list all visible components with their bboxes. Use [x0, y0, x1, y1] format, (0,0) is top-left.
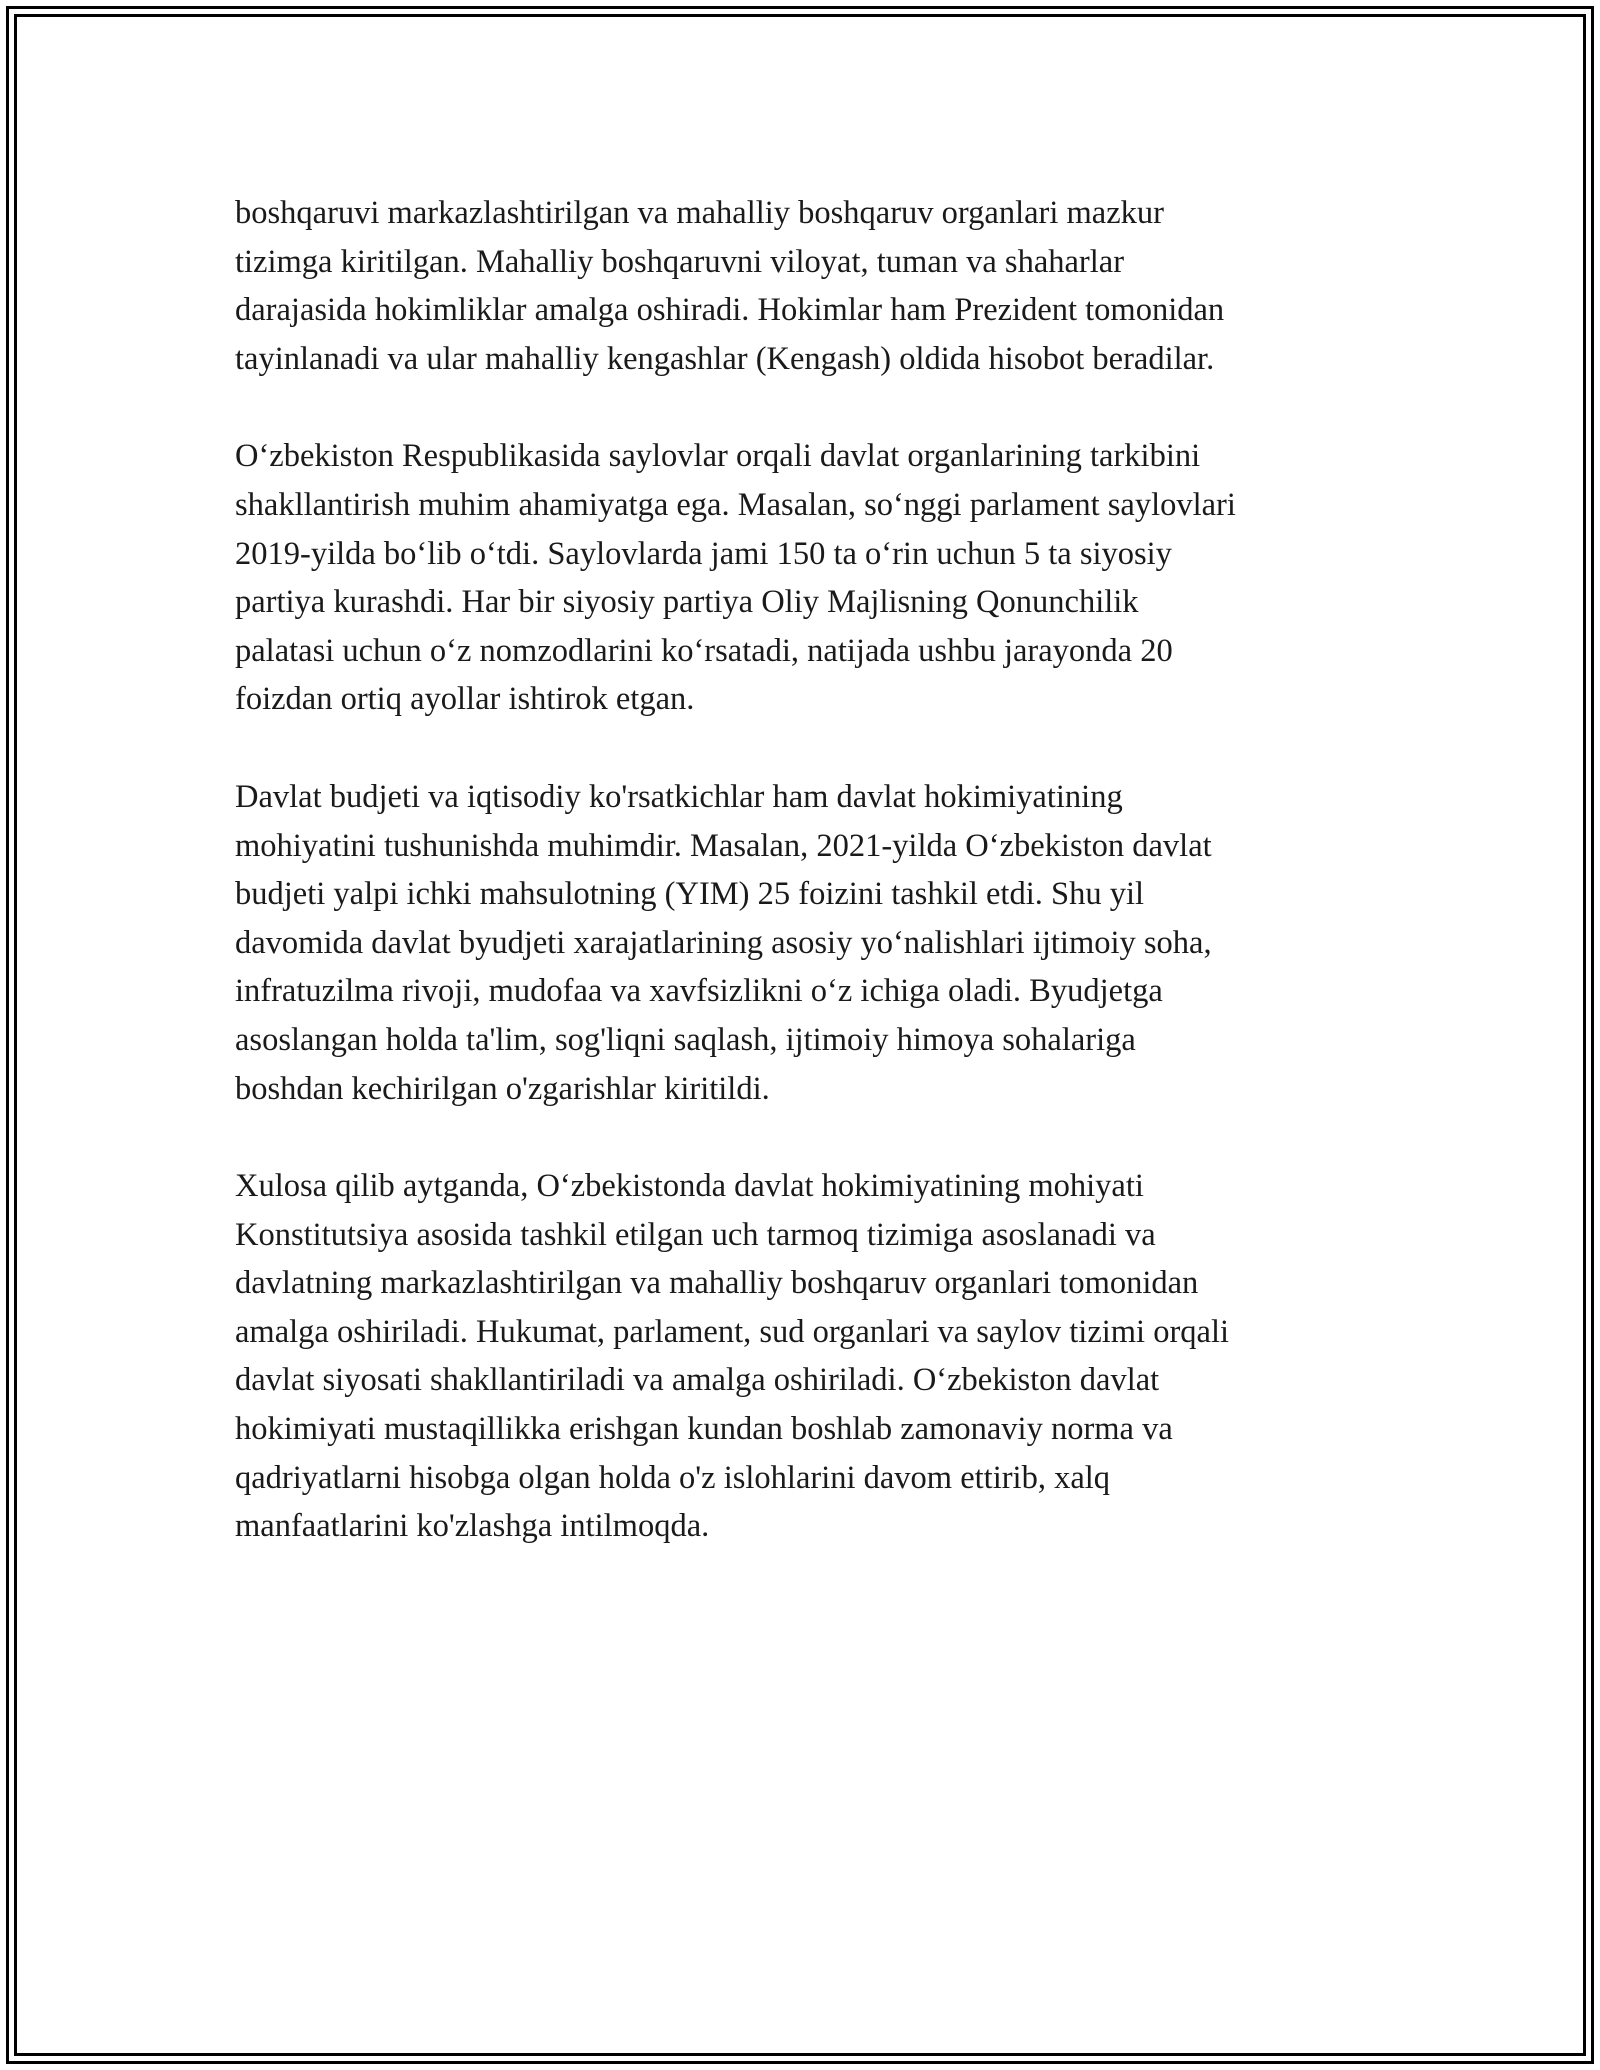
paragraph-conclusion: Xulosa qilib aytganda, O‘zbekistonda davlat hokimiyatining mohiyati Konstitutsiya asosida tashkil etilgan uch tarmoq tizimiga asoslanadi va davlatning markazlashtirilgan va mahalliy boshqaruv organlari tomonidan amalga oshiriladi. Hukumat, parlament, sud organlari va saylov tizimi orqali davlat siyosati shakllantiriladi va amalga oshiriladi. O‘zbekiston davlat hokimiyati mustaqillikka erishgan kundan boshlab zamonaviy norma va qadriyatlarni hisobga olgan holda o'z islohlarini davom ettirib, xalq manfaatlarini ko'zlashga intilmoqda.: [235, 1168, 1230, 1545]
paragraph-elections: O‘zbekiston Respublikasida saylovlar orqali davlat organlarining tarkibini shakllantirish muhim ahamiyatga ega. Masalan, so‘nggi parlament saylovlari 2019-yilda bo‘lib o‘tdi. Saylovlarda jami 150 ta o‘rin uchun 5 ta siyosiy partiya kurashdi. Har bir siyosiy partiya Oliy Majlisning Qonunchilik palatasi uchun o‘z nomzodlarini ko‘rsatadi, natijada ushbu jarayonda 20 foizdan ortiq ayollar ishtirok etgan.: [235, 438, 1236, 718]
paragraph-local-government: boshqaruvi markazlashtirilgan va mahalliy boshqaruv organlari mazkur tizimga kiritilgan. Mahalliy boshqaruvni viloyat, tuman va shaharlar darajasida hokimliklar amalga oshiradi. Hokimlar ham Prezident tomonidan tayinlanadi va ular mahalliy kengashlar (Kengash) oldida hisobot beradilar.: [235, 195, 1225, 377]
paragraph-state-budget: Davlat budjeti va iqtisodiy ko'rsatkichlar ham davlat hokimiyatining mohiyatini tushunishda muhimdir. Masalan, 2021-yilda O‘zbekiston davlat budjeti yalpi ichki mahsulotning (YIM) 25 foizini tashkil etdi. Shu yil davomida davlat byudjeti xarajatlarining asosiy yo‘nalishlari ijtimoiy soha, infratuzilma rivoji, mudofaa va xavfsizlikni o‘z ichiga oladi. Byudjetga asoslangan holda ta'lim, sog'liqni saqlash, ijtimoiy himoya sohalariga boshdan kechirilgan o'zgarishlar kiritildi.: [235, 778, 1212, 1107]
document-body: [235, 189, 1375, 1600]
